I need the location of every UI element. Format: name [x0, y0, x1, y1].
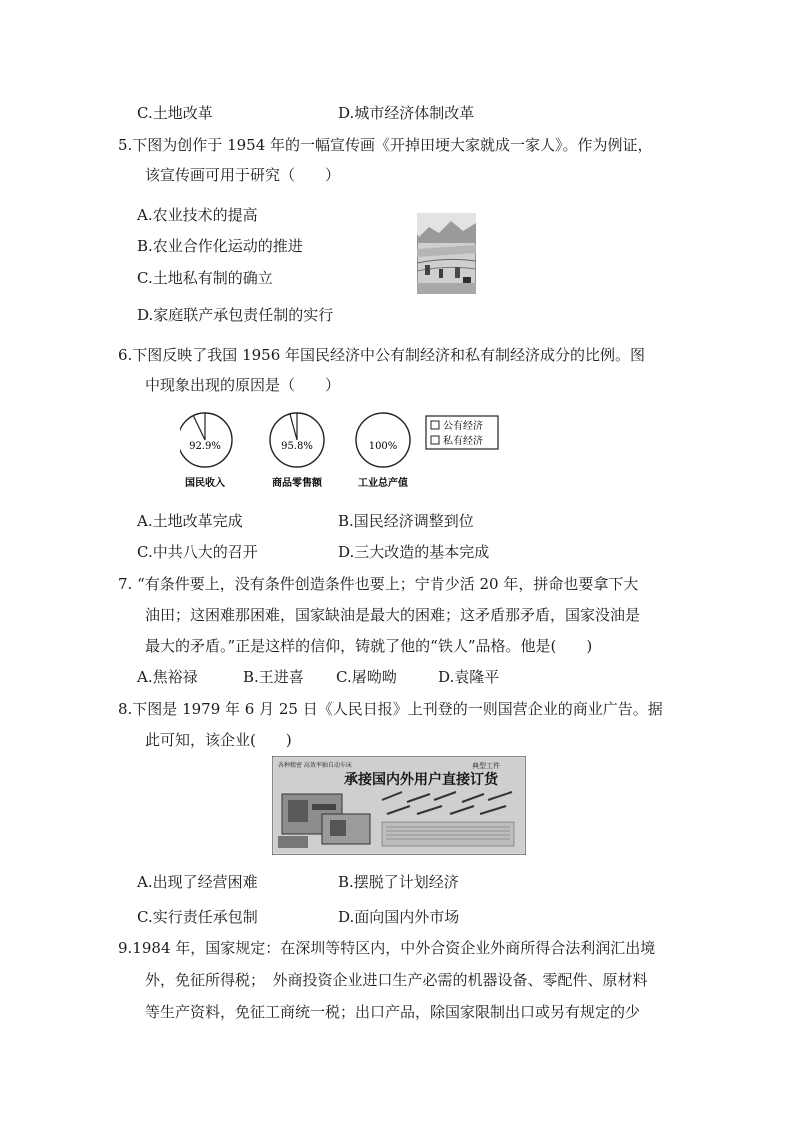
pie-chart-1: [180, 413, 232, 489]
q9-stem-line2: 外，免征所得税； 外商投资企业进口生产必需的机器设备、零配件、原材料: [145, 971, 648, 989]
q6-option-d: D.三大改造的基本完成: [338, 543, 490, 561]
q5-stem-line1: 5.下图为创作于 1954 年的一幅宣传画《开掉田埂大家就成一家人》。作为例证，: [118, 136, 653, 154]
q5-option-d: D.家庭联产承包责任制的实行: [137, 306, 334, 324]
q9-stem-line3: 等生产资料，免征工商统一税；出口产品，除国家限制出口或另有规定的少: [145, 1003, 641, 1021]
q8-option-a: A.出现了经营困难: [137, 873, 258, 891]
ad-top-right-text: 典型工件: [472, 762, 500, 770]
q7-option-c: C.屠呦呦: [336, 668, 397, 686]
q6-option-c: C.中共八大的召开: [137, 543, 258, 561]
propaganda-poster-image: [417, 213, 476, 294]
q8-stem-line1: 8.下图是 1979 年 6 月 25 日《人民日报》上刊登的一则国营企业的商业广告。据: [118, 700, 663, 718]
pie-chart-2: [270, 413, 324, 489]
q5-option-a: A.农业技术的提高: [137, 206, 258, 224]
q8-stem-line2: 此可知，该企业( ): [145, 731, 292, 749]
q6-stem-line2: 中现象出现的原因是（ ）: [145, 376, 341, 394]
q7-stem-line3: 最大的矛盾。”正是这样的信仰，铸就了他的“铁人”品格。他是( ): [145, 637, 593, 655]
q6-stem-line1: 6.下图反映了我国 1956 年国民经济中公有制经济和私有制经济成分的比例。图: [118, 346, 646, 364]
q7-option-b: B.王进喜: [243, 668, 304, 686]
q5-stem-line2: 该宣传画可用于研究（ ）: [145, 166, 341, 184]
pie-value-label-3: 100%: [368, 441, 398, 452]
economy-pie-charts: [180, 410, 500, 498]
legend-private: 私有经济: [443, 436, 483, 447]
pie-category-label-1: 国民收入: [185, 478, 225, 489]
ad-top-left-text: 各种精密 高效率轴自动车床: [278, 762, 352, 769]
pie-slice-public-1: [180, 413, 232, 467]
pie-slice-public-3: [356, 413, 410, 467]
q4-option-c: C.土地改革: [137, 104, 213, 122]
legend-public: 公有经济: [443, 421, 483, 432]
q5-option-b: B.农业合作化运动的推进: [137, 237, 303, 255]
q5-option-c: C.土地私有制的确立: [137, 269, 273, 287]
pie-value-label-1: 92.9%: [189, 441, 221, 452]
pie-category-label-3: 工业总产值: [358, 478, 408, 489]
q7-stem-line1: 7. “有条件要上，没有条件创造条件也要上；宁肯少活 20 年，拼命也要拿下大: [118, 575, 639, 593]
q4-option-d: D.城市经济体制改革: [338, 104, 475, 122]
chart-legend: [426, 416, 498, 449]
q6-option-a: A.土地改革完成: [137, 512, 243, 530]
q7-option-a: A.焦裕禄: [137, 668, 198, 686]
q9-stem-line1: 9.1984 年，国家规定：在深圳等特区内，中外合资企业外商所得合法利润汇出境: [118, 939, 656, 957]
q8-option-c: C.实行责任承包制: [137, 908, 258, 926]
q6-option-b: B.国民经济调整到位: [338, 512, 474, 530]
q7-stem-line2: 油田；这困难那困难，国家缺油是最大的困难；这矛盾那矛盾，国家没油是: [145, 606, 641, 624]
q7-option-d: D.袁隆平: [438, 668, 500, 686]
pie-value-label-2: 95.8%: [281, 441, 313, 452]
pie-category-label-2: 商品零售额: [272, 478, 322, 489]
pie-chart-3: [356, 413, 410, 489]
newspaper-advertisement-image: [272, 756, 526, 855]
ad-headline: 承接国内外用户直接订货: [344, 771, 498, 787]
q8-option-d: D.面向国内外市场: [338, 908, 460, 926]
q8-option-b: B.摆脱了计划经济: [338, 873, 459, 891]
